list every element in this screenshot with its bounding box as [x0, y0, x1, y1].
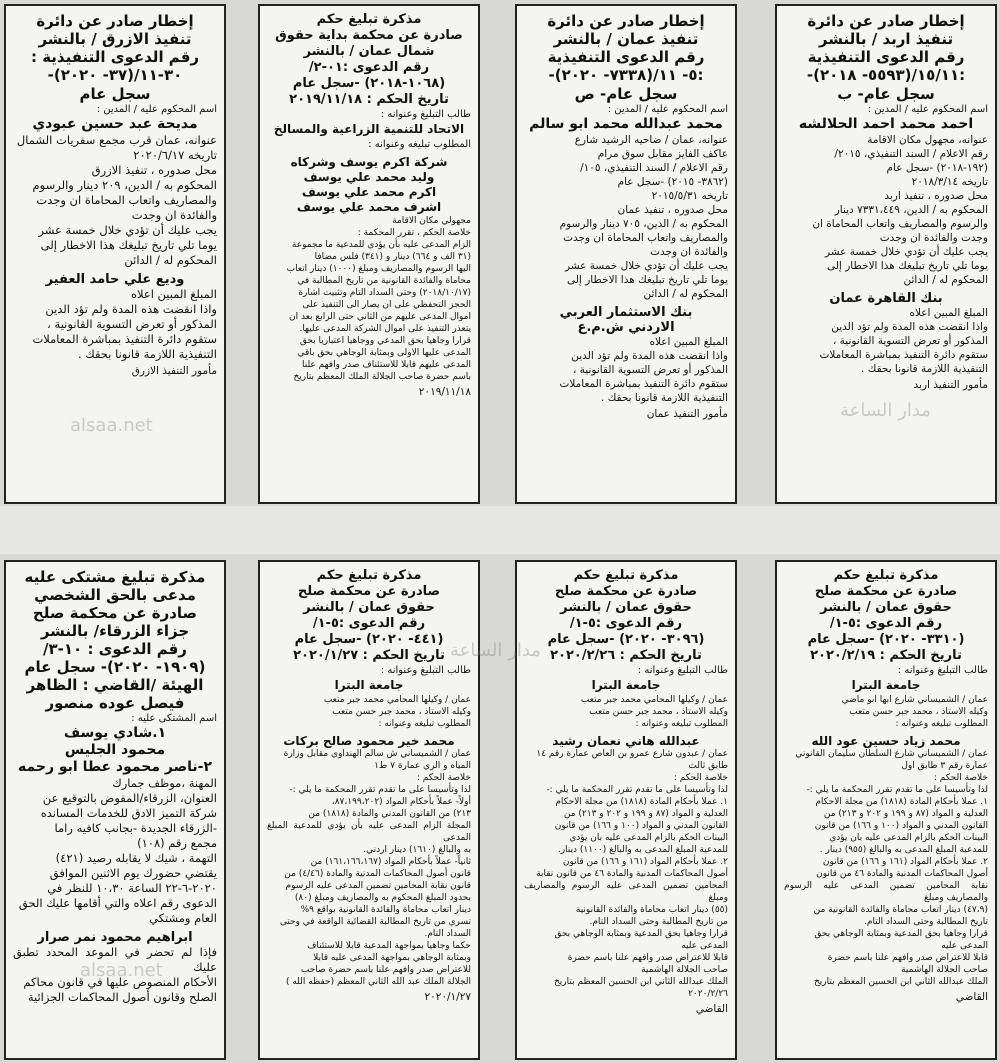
notice-register: طالب التبليغ وعنوانه : — [380, 665, 471, 676]
debtor-label: اسم المحكوم عليه / المدين : — [96, 104, 217, 115]
defendant-name: محمد زياد حسين عود الله — [811, 734, 961, 748]
creditor-name: بنك القاهرة عمان — [829, 291, 943, 306]
plaintiff-name: جامعة البترا — [851, 678, 921, 692]
notice-body: المطلوب تبليغه وعنوانه : — [368, 139, 471, 150]
notice-body-2: المبلغ المبين اعلاه واذا انقضت هذه المدة ولم تؤد الدين المذكور أو تعرض التسوية القانونية ، ستقوم دائرة التنفيذ بمباشرة المعاملات التنفيذية اللازمة قانونا بحقك . — [819, 307, 988, 375]
notice-body-2: عمان / الشميساني شارع السلطان سليمان القانوني عمارة رقم ٣ طابق اول خلاصة الحكم : لذا وتأسيسا على ما تقدم تقرر المحكمة ما يلي :- ١. عملا بأحكام المادة (١٨١٨) من مجلة الاحكام العدلية و المواد (٨٧ و ١٩٩ و ٢٠٢ و ٢١٣) من القانون المدني و المواد (١٠٠ و ١٦٦) من قانون البينات الحكم بالزام المدعى عليه بان يؤدي للمدعية المبلغ المدعى به والبالغ (٩٥٥) دينار . ٢. عملا بأحكام المواد (١٦١ و ١٦٦) من قانون أصول المحاكمات المدنية والمادة ٤٦ من قانون نقابة المحامين تضمين المدعى عليه الرسوم والمصاريف ومبلغ (٤٧،٩) دينار اتعاب محاماة والفائدة القانونية من تاريخ المطالبة وحتى السداد التام. قرارا وجاهيا بحق المدعية وبمثابة الوجاهي بحق المدعى عليه قابلا للاعتراض صدر وافهم علنا باسم حضرة صاحب الجلالة الهاشمية الملك عبدالله الثاني ابن الحسين المعظم بتاريخ — [784, 749, 988, 987]
notice-body: عمان / وكيلها المحامي محمد جبر متعب وكيله الاستاذ ، محمد جبر حسن متعب المطلوب تبليغه وعنوانه : — [580, 695, 728, 729]
debtor-name: مديحة عبد حسين عبودي — [32, 116, 198, 132]
notice-footer: ٢٠٢٠/١/٢٧ — [424, 991, 471, 1003]
notice-amman-magistrate-3 — [258, 560, 480, 1060]
notice-footer: مأمور التنفيذ الازرق — [131, 365, 217, 377]
notice-footer: القاضي — [955, 991, 988, 1003]
notice-register: اسم المشتكى عليه : — [131, 713, 217, 724]
notice-body-2: المبلغ المبين اعلاه واذا انقضت هذه المدة ولم تؤد الدين المذكور أو تعرض التسوية القانونية ، ستقوم دائرة التنفيذ بمباشرة المعاملات التنفيذية اللازمة قانونا بحقك . — [559, 336, 728, 404]
defendant-names: شركة اكرم يوسف وشركاه وليد محمد علي يوسف اكرم محمد علي يوسف اشرف محمد علي يوسف — [290, 155, 448, 214]
notice-amman-execution — [515, 4, 737, 504]
notice-body-2: عمان / عبدون شارع عمرو بن العاص عمارة رقم ١٤ طابق ثالث خلاصة الحكم : لذا وتأسيسا على ما تقدم تقرر المحكمة ما يلي :- ١. عملا بأحكام المادة (١٨١٨) من مجلة الاحكام العدلية و المواد (٨٧ و ١٩٩ و ٢٠٢ و ٢١٣) من القانون المدني و المواد (١٠٠ و ١٦٦) من قانون البينات الحكم بالزام المدعى عليه بان يؤدي للمدعية المبلغ المدعى به والبالغ (١١٠٠) دينار. ٢. عملا بأحكام المواد (١٦١ و ١٦٦) من قانون أصول المحاكمات المدنية والمادة ٤٦ من قانون نقابة المحامين تضمين المدعى عليه الرسوم والمصاريف ومبلغ (٥٥) دينار اتعاب محاماة والفائدة القانونية من تاريخ المطالبة وحتى السداد التام. قرارا وجاهيا بحق المدعية وبمثابة الوجاهي بحق المدعى عليه قابلا للاعتراض صدر وافهم علنا باسم حضرة صاحب الجلالة الهاشمية الملك عبدالله الثاني ابن الحسين المعظم بتاريخ ٢٠٢٠/٢/٢٦ — [524, 749, 728, 999]
notice-amman-magistrate-1 — [775, 560, 997, 1060]
notice-title: مذكرة تبليغ حكم صادرة عن محكمة بداية حقوق شمال عمان / بالنشر رقم الدعوى :٠١-٢/ (١٠٦٨-٢٠١٨) -سجل عام تاريخ الحكم : ٢٠١٩/١١/١٨ — [275, 12, 463, 107]
notice-zarqa-criminal — [4, 560, 226, 1060]
notice-irbid-execution — [775, 4, 997, 504]
notice-body-2: عمان / الشميساني ش سالم الهنداوي مقابل وزارة المياه و الري عمارة ٧ ط١ خلاصة الحكم : لذا وتأسيسا على ما تقدم تقرر المحكمة ما يلي :- أولاً- عملاً بأحكام المواد (٨٧،١٩٩،٢٠٢، ٢١٣) من القانون المدني والمادة (١٨١٨) من المجلة الزام المدعى عليه بأن يؤدي للمدعية المبلغ المدعى به والبالغ (١٦١٠) دينار اردني. ثانياً- عملاً بأحكام المواد (١٦١،١٦٦،١٦٧) من قانون أصول المحاكمات المدنية والمادة (٤/٤٦) من قانون نقابة المحامين تضمين المدعى عليه الرسوم بحدود المبلغ المحكوم به والمصاريف ومبلغ (٨٠) دينار اتعاب محاماة والفائدة القانونية بواقع ٩% تسري من تاريخ المطالبة القضائية الواقعة في وحتى السداد التام. حكما وجاهيا بمواجهة المدعية قابلا للاستئناف وبمثابة الوجاهي بمواجهة المدعى عليه قابلا للاعتراض صدر وافهم علنا باسم حضرة صاحب الجلالة الملك عبد الله الثاني المعظم (حفظه الله ) — [267, 749, 471, 987]
notice-body: عمان / وكيلها المحامي محمد جبر متعب وكيله الاستاذ ، محمد جبر حسن متعب المطلوب تبليغه وعنوانه : — [323, 695, 471, 729]
notice-register: سجل عام- ص — [574, 85, 678, 103]
notice-body: عنوانه، عمان قرب مجمع سفريات الشمال تاريخه ٢٠٢٠/٦/١٧ محل صدوره ، تنفيذ الازرق المحكوم به / الدين، ٢٠٩ دينار والرسوم والمصاريف واتعاب المحاماة ان وجدت والفائدة ان وجدت يجب عليك أن تؤدي خلال خمسة عشر يوما تلي تاريخ تبليغك هذا الاخطار إلى المحكوم له / الدائن — [16, 133, 217, 267]
watermark: alsaa.net — [70, 415, 153, 436]
complainant-name: ابراهيم محمود نمر صرار — [37, 930, 193, 945]
debtor-name: احمد محمد احمد الحلالشه — [798, 116, 974, 132]
row-divider — [0, 506, 1000, 554]
notice-title: مذكرة تبليغ مشتكى عليه مدعى بالحق الشخصي صادرة عن محكمة صلح جزاء الزرقاء/ بالنشر رقم الدعوى : ١٠-٣/ (١٩٠٩- ٢٠٢٠)- سجل عام الهيئة /القاضي : الظاهر فيصل عوده منصور — [24, 568, 206, 712]
notice-register: سجل عام — [79, 85, 151, 103]
debtor-label: اسم المحكوم عليه / المدين : — [867, 104, 988, 115]
creditor-name: وديع علي حامد العفير — [45, 272, 185, 287]
defendant-name: عبدالله هاني نعمان رشيد — [552, 734, 700, 748]
defendant-name: محمد خير محمود صالح بركات — [283, 734, 455, 748]
notice-title: مذكرة تبليغ حكم صادرة عن محكمة صلح حقوق عمان / بالنشر رقم الدعوى :٥-١/ (٣٠٩٦- ٢٠٢٠) -سجل عام تاريخ الحكم : ٢٠٢٠/٢/٢٦ — [547, 568, 705, 663]
notice-title: إخطار صادر عن دائرة تنفيذ الازرق / بالنشر رقم الدعوى التنفيذية : ٣٠-١١/(٣٧- ٢٠٢٠)- — [30, 12, 200, 84]
notice-body-2: فإذا لم تحضر في الموعد المحدد تطبق عليك الأحكام المنصوص عليها في قانون محاكم الصلح وقانون أصول المحاكمات الجزائية — [13, 945, 217, 1004]
notice-footer: مأمور التنفيذ عمان — [646, 408, 728, 420]
debtor-label: اسم المحكوم عليه / المدين : — [607, 104, 728, 115]
notice-amman-magistrate-2 — [515, 560, 737, 1060]
notice-north-amman-court — [258, 4, 480, 504]
notice-title: إخطار صادر عن دائرة تنفيذ اربد / بالنشر رقم الدعوى التنفيذية :١٥/١١/(٥٥٩٣- ٢٠١٨)- — [806, 12, 966, 84]
notice-title: مذكرة تبليغ حكم صادرة عن محكمة صلح حقوق عمان / بالنشر رقم الدعوى :٥-١/ (٤٤١- ٢٠٢٠) -سجل عام تاريخ الحكم : ٢٠٢٠/١/٢٧ — [293, 568, 445, 663]
notice-body: المهنة ،موظف جمارك العنوان، الزرقاء/المفوض بالتوقيع عن شركة التميز الادق للخدمات المسانده -الزرقاء الجديدة -بجانب كافيه راما مجمع رقم (١٠٨) التهمة ، شيك لا يقابله رصيد (٤٢١) يقتضي حضورك يوم الاثنين الموافق ٢٠٢٠-٦-٢٢ الساعة ١٠،٣٠ للنظر في الدعوى رقم اعلاه والتي أقامها عليك الحق العام ومشتكي — [18, 776, 217, 925]
notice-title: إخطار صادر عن دائرة تنفيذ عمان / بالنشر رقم الدعوى التنفيذية :٥- ١١/(٧٣٣٨- ٢٠٢٠)- — [547, 12, 705, 84]
creditor-name: بنك الاستثمار العربي الاردني ش.م.ع — [559, 305, 693, 335]
notice-register: طالب التبليغ وعنوانه : — [380, 109, 471, 120]
notice-footer: القاضي — [695, 1003, 728, 1015]
notice-register: طالب التبليغ وعنوانه : — [637, 665, 728, 676]
plaintiff-name: الاتحاد للتنمية الزراعية والمسالخ — [273, 122, 465, 136]
notice-body: عمان / الشميساني شارع ابها ابو ماضي وكيله الاستاذ ، محمد جبر حسن متعب المطلوب تبليغه وعنوانه : — [841, 695, 988, 729]
notice-azraq-execution — [4, 4, 226, 504]
notice-register: طالب التبليغ وعنوانه : — [897, 665, 988, 676]
plaintiff-name: جامعة البترا — [591, 678, 661, 692]
notice-body-2: المبلغ المبين اعلاه واذا انقضت هذه المدة ولم تؤد الدين المذكور أو تعرض التسوية القانونية ، ستقوم دائرة التنفيذ بمباشرة المعاملات التنفيذية اللازمة قانونا بحقك . — [32, 287, 217, 361]
notice-body-2: مجهولي مكان الاقامة خلاصة الحكم ، تقرر المحكمة : الزام المدعى عليه بأن يؤدي للمدعية ما مجموعة (٣١ الف و ٦٦٤) دينار و (٣٤١) فلس مضافا اليها الرسوم والمصاريف ومبلغ (١٠٠٠) دينار اتعاب محاماة والفائدة القانونية من تاريخ المطالبة في (٢٠١٨/١٠/١٧) وحتى السداد التام وتثبيت اشارة الحجز التحفظي على ان يصار الى التنفيذ على اموال المدعى عليهم من الثاني حتى الرابع بعد ان يتعذر التنفيذ على اموال الشركة المدعى عليها. قرارا وجاهيا بحق المدعي ووجاهيا اعتباريا بحق المدعى عليها الاولى وبمثابة الوجاهي بحق باقي المدعى عليهم قابلا للاستئناف صدر وافهم علنا باسم حضرة صاحب الجلالة الملك المعظم بتاريخ — [286, 216, 471, 382]
notice-body: عنوانه، عمان / ضاحيه الرشيد شارع عاكف الفايز مقابل سوق مرام رقم الاعلام / السند التنفيذي، ١٠٥/ (٣٨٦٢- ٢٠١٥) -سجل عام تاريخه ٢٠١٥/٥/٣١ محل صدوره ، تنفيذ عمان المحكوم به / الدين، ٧٠٥ دينار والرسوم والمصاريف واتعاب المحاماة ان وجدت والفائدة ان وجدت يجب عليك أن تؤدي خلال خمسة عشر يوما تلي تاريخ تبليغك هذا الاخطار إلى المحكوم له / الدائن — [559, 134, 728, 300]
notice-title: مذكرة تبليغ حكم صادرة عن محكمة صلح حقوق عمان / بالنشر رقم الدعوى :٥-١/ (٣٣١٠- ٢٠٢٠) -سجل عام تاريخ الحكم : ٢٠٢٠/٢/١٩ — [807, 568, 965, 663]
notice-footer: مأمور التنفيذ اربد — [913, 379, 988, 391]
watermark: مدار الساعة — [840, 400, 931, 421]
debtor-name: محمد عبدالله محمد ابو سالم — [529, 116, 723, 132]
watermark: alsaa.net — [80, 960, 163, 981]
notice-footer: ٢٠١٩/١١/١٨ — [418, 386, 471, 398]
plaintiff-name: جامعة البترا — [334, 678, 404, 692]
accused-names: ١.شادي يوسف محمود الجليس ٢-ناصر محمود عطا ابو رحمه — [17, 725, 213, 775]
notice-body: عنوانه، مجهول مكان الاقامة رقم الاعلام / السند التنفيذي، ٢٠١٥/ (١٩٢-٢٠١٨) -سجل عام تاريخه ٢٠١٨/٣/١٤ محل صدوره ، تنفيذ اربد المحكوم به / الدين، ٧٣٣١،٤٤٩ دينار والرسوم والمصاريف واتعاب المحاماة ان وجدت والفائدة ان وجدت يجب عليك أن تؤدي خلال خمسة عشر يوما تلي تاريخ تبليغك هذا الاخطار إلى المحكوم له / الدائن — [812, 134, 988, 286]
watermark: مدار الساعة — [450, 640, 541, 661]
notice-register: سجل عام- ب — [837, 85, 935, 103]
